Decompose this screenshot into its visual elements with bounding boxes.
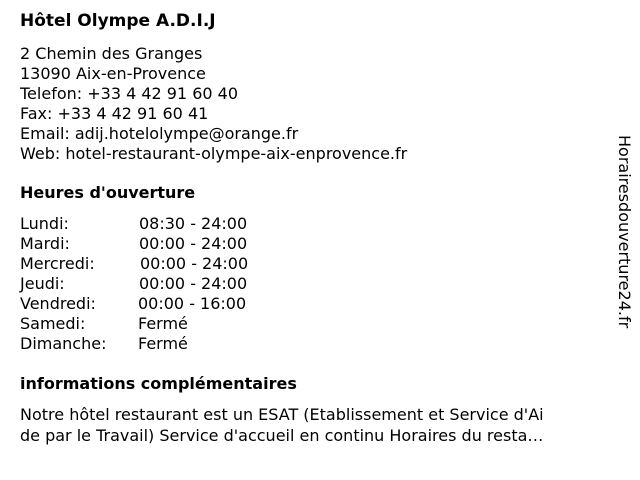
web-line: Web: hotel-restaurant-olympe-aix-enprovence.fr bbox=[20, 144, 408, 163]
day-label: Samedi: bbox=[20, 314, 86, 333]
hours-heading: Heures d'ouverture bbox=[20, 183, 196, 202]
time-value: 00:00 - 16:00 bbox=[138, 294, 247, 313]
info-heading: informations complémentaires bbox=[20, 374, 297, 393]
email-line: Email: adij.hotelolympe@orange.fr bbox=[20, 124, 299, 143]
address-line-1: 2 Chemin des Granges bbox=[20, 44, 203, 63]
info-text-line-2: de par le Travail) Service d'accueil en continu Horaires du resta… bbox=[20, 426, 544, 445]
contact-block bbox=[20, 44, 407, 164]
time-value: 00:00 - 24:00 bbox=[139, 234, 248, 253]
day-label: Mardi: bbox=[20, 234, 70, 253]
time-value: 08:30 - 24:00 bbox=[139, 214, 248, 233]
time-value: 00:00 - 24:00 bbox=[139, 274, 248, 293]
time-value: Fermé bbox=[138, 314, 188, 333]
time-value: 00:00 - 24:00 bbox=[140, 254, 249, 273]
phone-line: Telefon: +33 4 42 91 60 40 bbox=[20, 84, 239, 103]
day-label: Vendredi: bbox=[20, 294, 96, 313]
address-line-2: 13090 Aix-en-Provence bbox=[20, 64, 206, 83]
info-text-line-1: Notre hôtel restaurant est un ESAT (Etablissement et Service d'Ai bbox=[20, 405, 544, 424]
time-value: Fermé bbox=[138, 334, 188, 353]
info-text bbox=[20, 404, 600, 446]
fax-line: Fax: +33 4 42 91 60 41 bbox=[20, 104, 209, 123]
day-label: Lundi: bbox=[20, 214, 69, 233]
day-label: Dimanche: bbox=[20, 334, 107, 353]
day-label: Jeudi: bbox=[20, 274, 65, 293]
day-label: Mercredi: bbox=[20, 254, 95, 273]
hotel-title: Hôtel Olympe A.D.I.J bbox=[20, 11, 216, 31]
site-watermark: Horairesdouverture24.fr bbox=[615, 135, 634, 329]
